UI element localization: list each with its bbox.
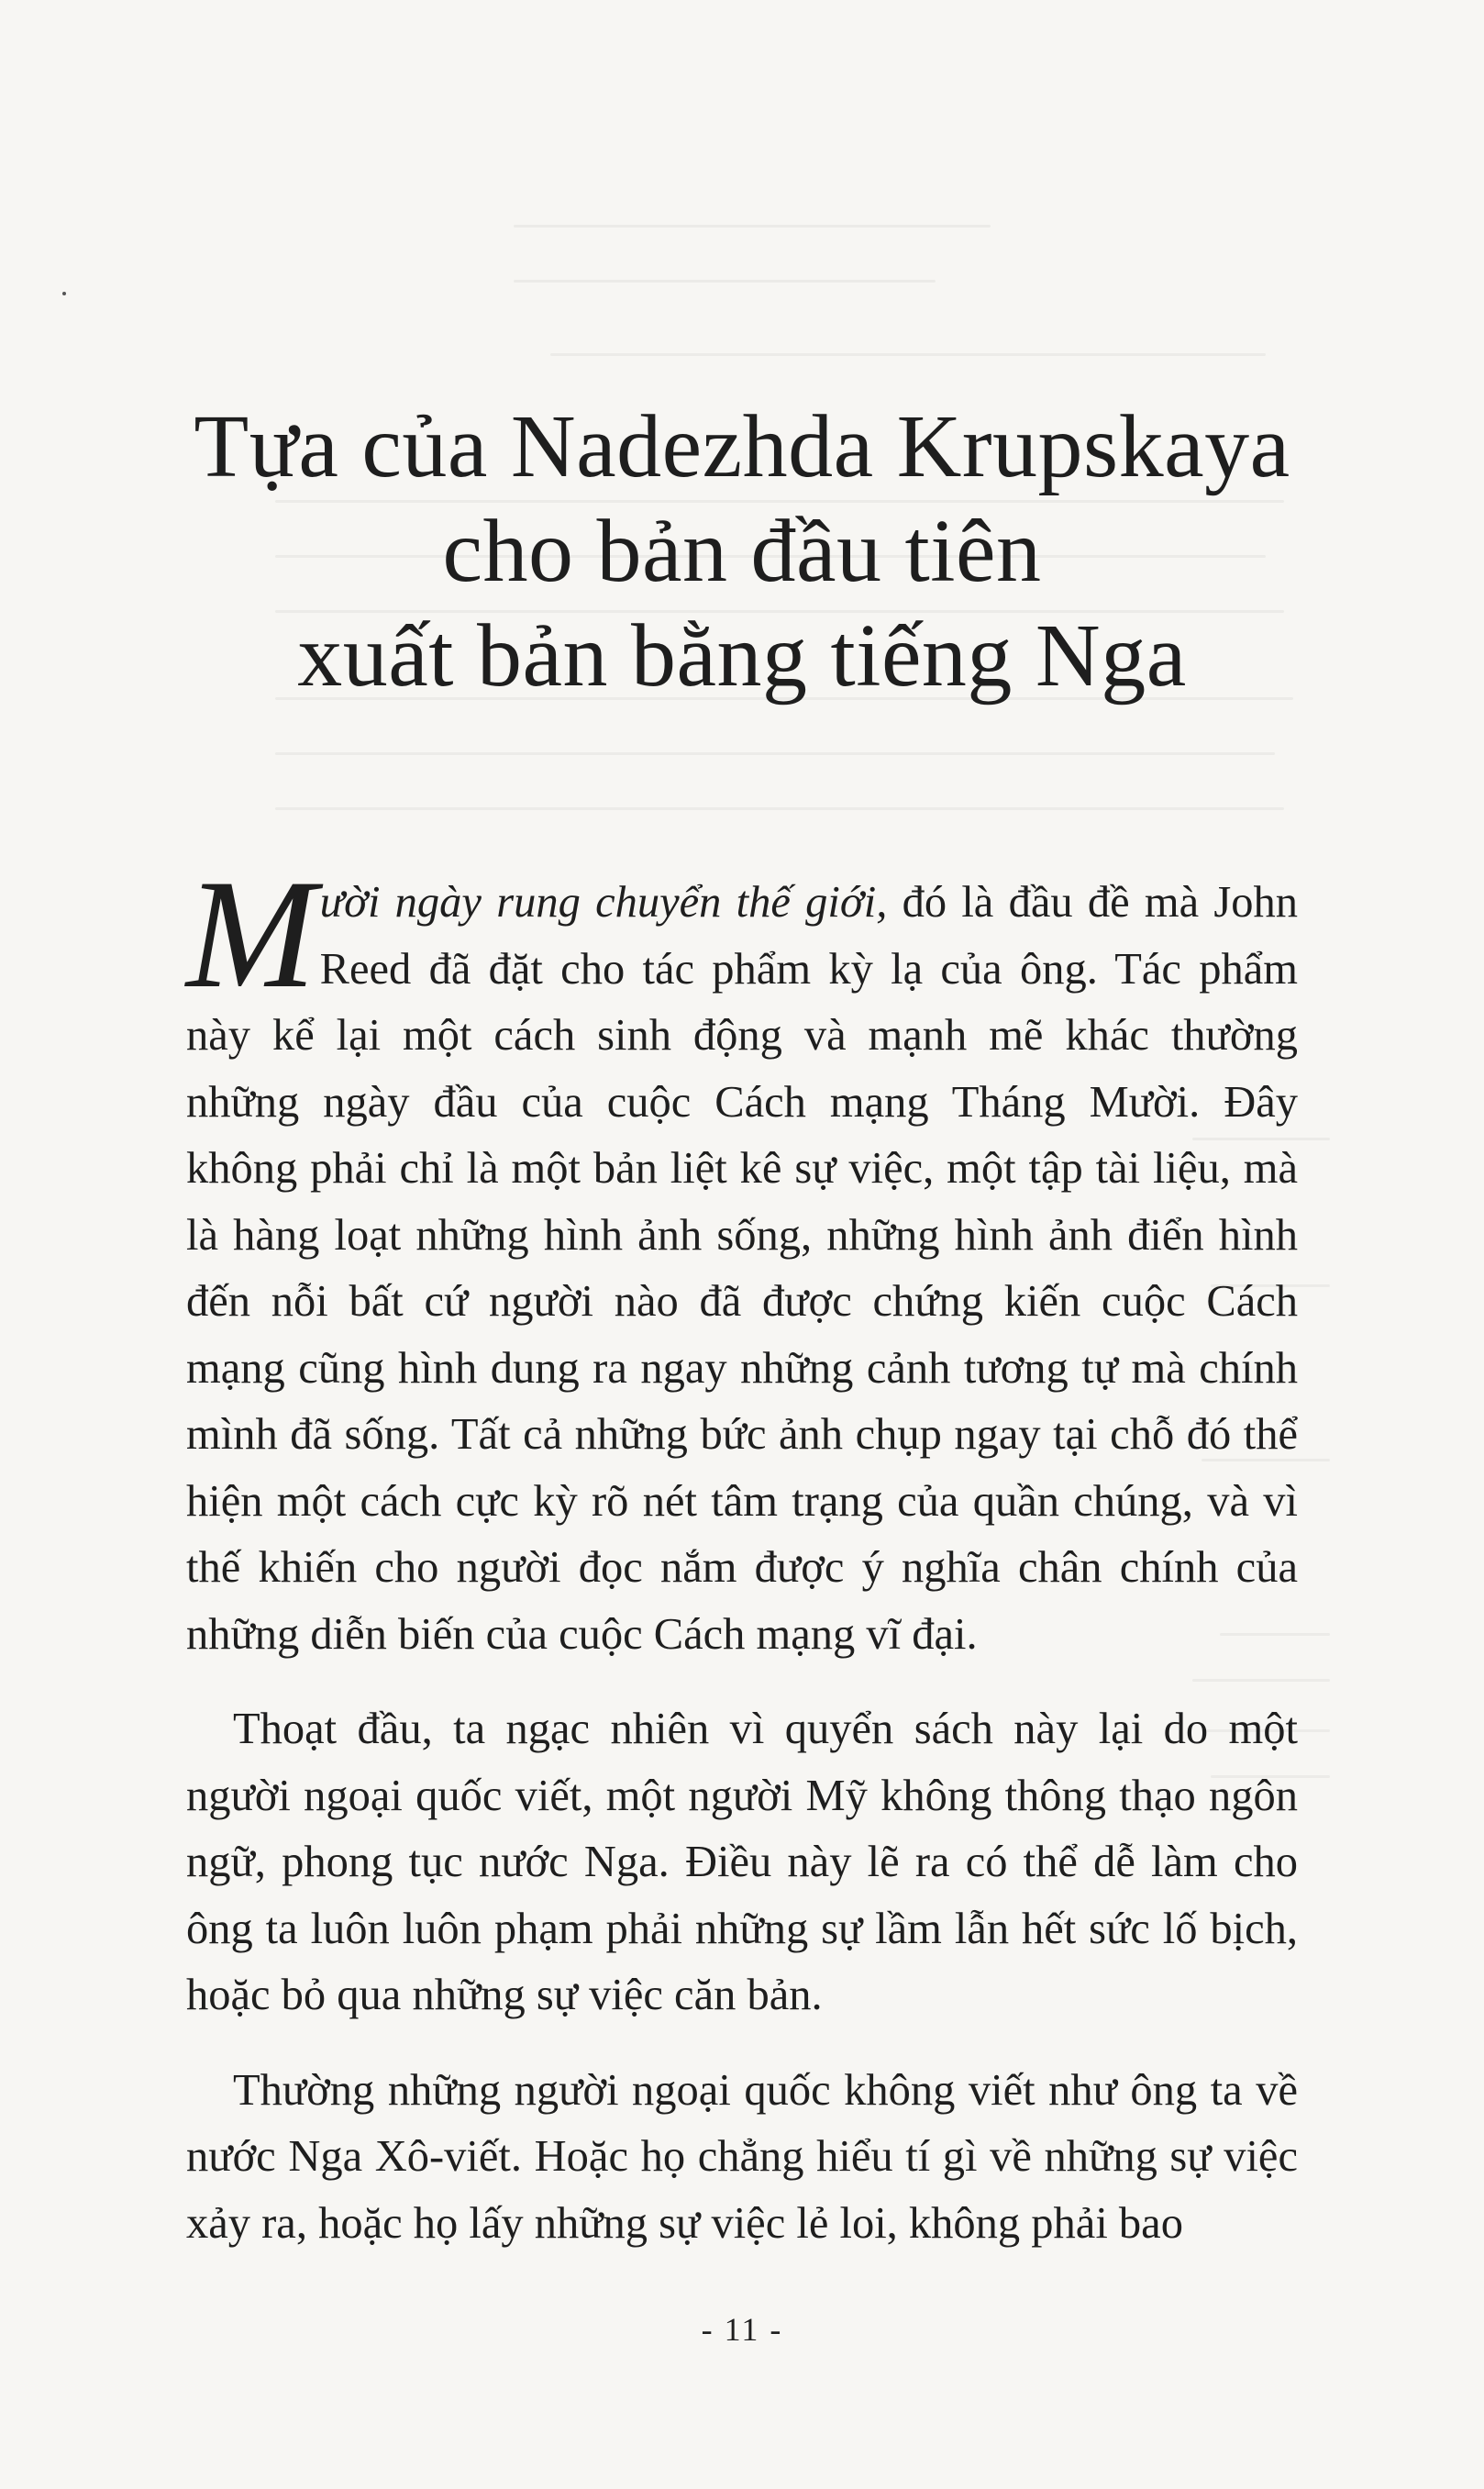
title-line-3: xuất bản bằng tiếng Nga [297, 606, 1187, 706]
paper-speck [62, 292, 66, 295]
paragraph-3: Thường những người ngoại quốc không viết như ông ta về nước Nga Xô-viết. Hoặc họ chẳng hiểu tí gì về những sự việc xảy ra, hoặc họ lấy những sự việc lẻ loi, không phải bao [186, 2065, 1298, 2248]
drop-cap: M [186, 848, 316, 1020]
page-title [0, 394, 1484, 708]
page-number: - 11 - [701, 2311, 783, 2348]
paragraph-1 [186, 848, 1298, 1668]
paragraph-2: Thoạt đầu, ta ngạc nhiên vì quyển sách này lại do một người ngoại quốc viết, một người Mỹ không thông thạo ngôn ngữ, phong tục nước Nga. Điều này lẽ ra có thể dễ làm cho ông ta luôn luôn phạm phải những sự lầm lẫn hết sức lố bịch, hoặc bỏ qua những sự việc căn bản. [186, 1705, 1298, 2019]
paragraph-1-text: đó là đầu đề mà John Reed đã đặt cho tác phẩm kỳ lạ của ông. Tác phẩm này kể lại một cách sinh động và mạnh mẽ khác thường những ngày đầu của cuộc Cách mạng Tháng Mười. Đây không phải chỉ là một bản liệt kê sự việc, một tập tài liệu, mà là hàng loạt những hình ảnh sống, những hình ảnh điển hình đến nỗi bất cứ người nào đã được chứng kiến cuộc Cách mạng cũng hình dung ra ngay những cảnh tương tự mà chính mình đã sống. Tất cả những bức ảnh chụp ngay tại chỗ đó thể hiện một cách cực kỳ rõ nét tâm trạng của quần chúng, và vì thế khiến cho người đọc nắm được ý nghĩa chân chính của những diễn biến của cuộc Cách mạng vĩ đại. [186, 878, 1298, 1659]
body-text [186, 848, 1298, 2257]
title-line-1: Tựa của Nadezhda Krupskaya [194, 397, 1290, 496]
book-title-italic: ười ngày rung chuyển thế giới, [319, 878, 888, 927]
title-line-2: cho bản đầu tiên [442, 502, 1042, 601]
